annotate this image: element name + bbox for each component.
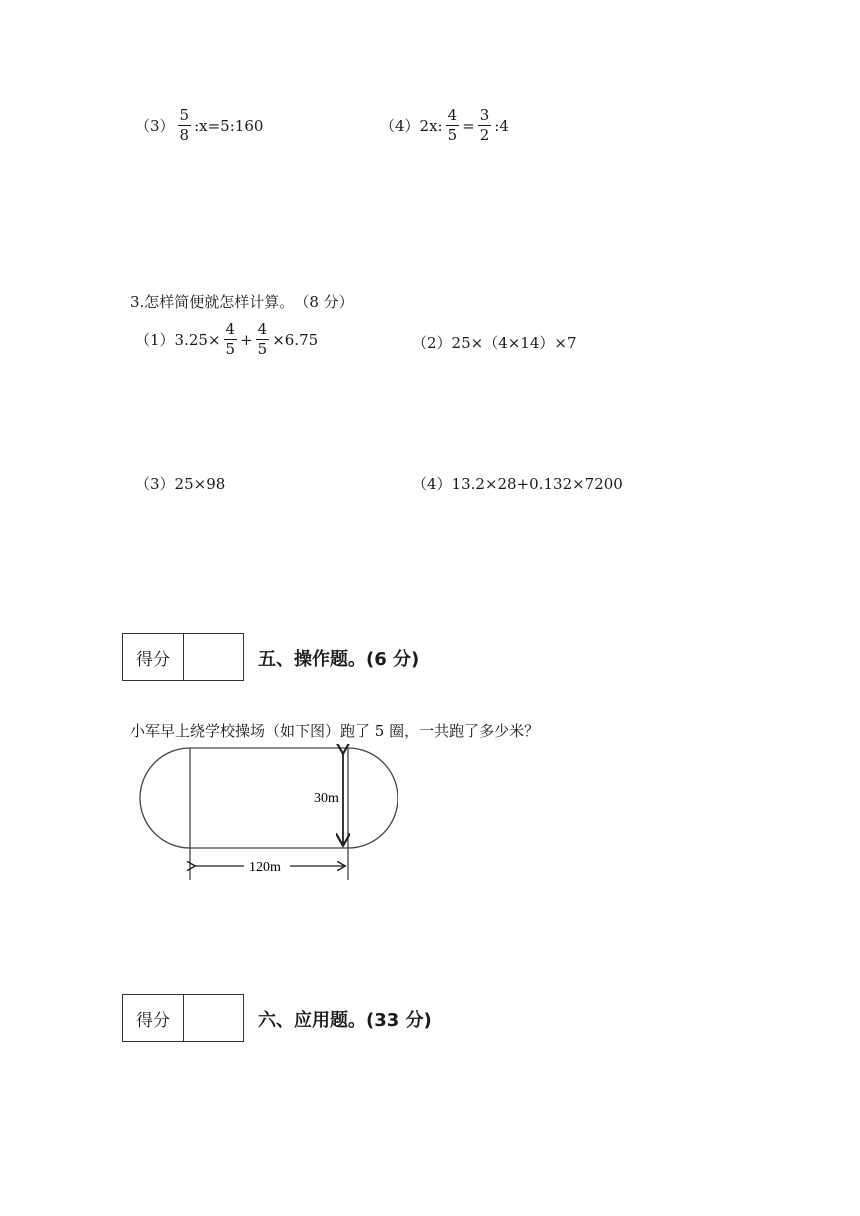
calc-item-1-label: （1）3.25×	[135, 331, 221, 349]
denominator: 5	[225, 340, 236, 358]
section-5-title: 五、操作题。(6 分)	[258, 649, 420, 670]
fraction	[446, 108, 460, 143]
equation-4-rest: :4	[494, 116, 509, 135]
equation-4	[380, 108, 509, 143]
score-box	[122, 994, 244, 1042]
numerator: 5	[179, 106, 190, 124]
problem-text: 小军早上绕学校操场（如下图）跑了 5 圈，一共跑了多少米？	[130, 722, 540, 740]
fraction	[224, 322, 238, 357]
score-blank	[184, 634, 243, 680]
plus-sign: +	[240, 330, 253, 349]
score-blank	[184, 995, 243, 1041]
denominator: 5	[447, 126, 458, 144]
height-label: 30m	[314, 791, 339, 806]
equation-3	[135, 108, 263, 143]
denominator: 8	[179, 126, 190, 144]
calc-item-4: （4）13.2×28+0.132×7200	[412, 475, 623, 493]
section-6-title: 六、应用题。(33 分)	[258, 1010, 432, 1031]
score-box	[122, 633, 244, 681]
calc-item-1	[135, 322, 318, 357]
equals-sign: =	[462, 116, 475, 135]
track-figure	[138, 744, 398, 884]
denominator: 5	[257, 340, 268, 358]
fraction	[478, 108, 492, 143]
question-3-title: 3.怎样简便就怎样计算。 （8 分）	[130, 293, 354, 311]
numerator: 3	[479, 106, 490, 124]
fraction	[256, 322, 270, 357]
calc-item-2: （2）25×（4×14）×7	[412, 334, 577, 352]
equation-3-label: （3）	[135, 117, 175, 135]
numerator: 4	[447, 106, 458, 124]
width-label: 120m	[249, 860, 281, 875]
calc-item-3: （3）25×98	[135, 475, 226, 493]
score-label: 得分	[123, 634, 184, 680]
denominator: 2	[479, 126, 490, 144]
numerator: 4	[257, 320, 268, 338]
track-outline	[140, 748, 398, 848]
fraction	[178, 108, 192, 143]
score-label: 得分	[123, 995, 184, 1041]
numerator: 4	[225, 320, 236, 338]
equation-4-label: （4）2x:	[380, 117, 443, 135]
calc-item-1-rest: ×6.75	[272, 330, 319, 349]
equation-3-rest: :x=5:160	[194, 116, 264, 135]
